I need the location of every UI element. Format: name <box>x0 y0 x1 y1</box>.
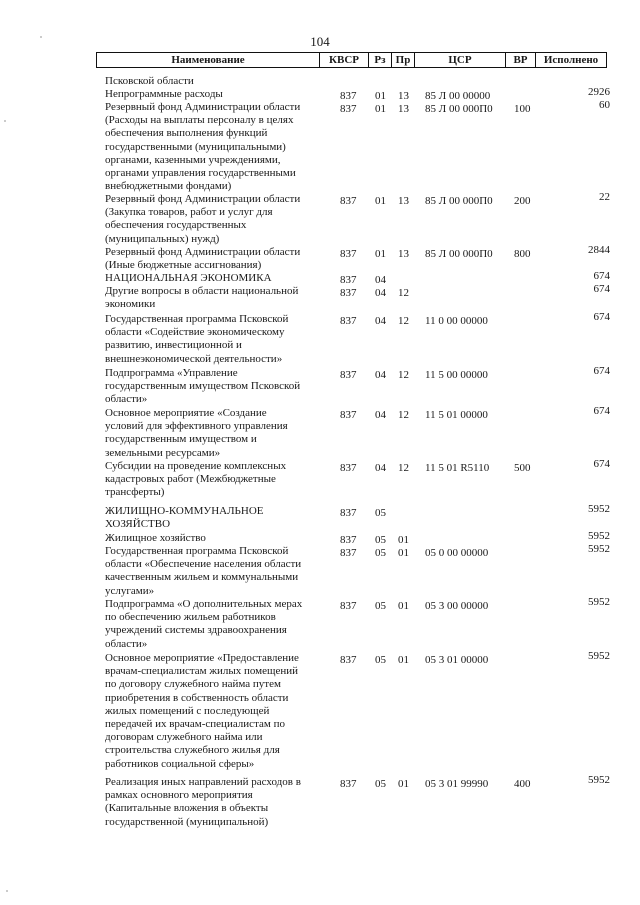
row-vr: 400 <box>514 778 531 790</box>
row-name <box>105 598 330 651</box>
row-name-line: обеспечения выполнения функций <box>105 127 268 140</box>
row-csr: 85 Л 00 00000 <box>425 90 491 102</box>
row-name-line: (Расходы на выплаты персоналу в целях <box>105 114 294 127</box>
row-csr: 11 5 00 00000 <box>425 369 488 381</box>
row-amount: 5952 <box>588 650 610 662</box>
row-name-line: приобретения в собственность области <box>105 691 289 704</box>
row-csr: 05 0 00 00000 <box>425 547 489 559</box>
row-name-line: жилых помещений с последующей <box>105 704 270 717</box>
row-amount: 2926 <box>588 86 610 98</box>
row-vr: 200 <box>514 195 531 207</box>
row-name-line: Основное мероприятие «Предоставление <box>105 652 299 664</box>
row-csr: 05 3 00 00000 <box>425 600 489 612</box>
row-rz: 04 <box>375 369 386 381</box>
row-rz: 05 <box>375 778 386 790</box>
row-name-line: НАЦИОНАЛЬНАЯ ЭКОНОМИКА <box>105 272 272 284</box>
row-kvsr: 837 <box>340 103 357 115</box>
row-name-line: строительства служебного жилья для <box>105 744 280 757</box>
row-csr: 11 0 00 00000 <box>425 315 488 327</box>
row-name-line: (муниципальных) нужд) <box>105 232 220 245</box>
scan-speck <box>40 36 42 38</box>
row-name-line: (Капитальные вложения в объекты <box>105 802 269 815</box>
header-amount: Исполнено <box>535 52 607 68</box>
row-name-line: Реализация иных направлений расходов в <box>105 776 301 788</box>
row-name-line: качественным жильем и коммунальными <box>105 571 299 584</box>
row-csr: 05 3 01 99990 <box>425 778 489 790</box>
row-name-line: врачам-специалистам жилых помещений <box>105 665 299 678</box>
row-csr: 11 5 01 R5110 <box>425 462 490 474</box>
row-amount: 674 <box>593 458 610 470</box>
row-rz: 04 <box>375 409 386 421</box>
row-name <box>105 101 330 193</box>
row-rz: 05 <box>375 507 386 519</box>
row-pr: 13 <box>398 103 409 115</box>
row-rz: 05 <box>375 654 386 666</box>
row-rz: 04 <box>375 287 386 299</box>
row-pr: 01 <box>398 600 409 612</box>
row-name <box>105 776 330 829</box>
row-vr: 100 <box>514 103 531 115</box>
row-kvsr: 837 <box>340 534 357 546</box>
row-name-line: Подпрограмма «О дополнительных мерах <box>105 598 303 610</box>
row-kvsr: 837 <box>340 547 357 559</box>
row-name-line: Субсидии на проведение комплексных <box>105 460 287 472</box>
row-kvsr: 837 <box>340 409 357 421</box>
row-name-line: Основное мероприятие «Создание <box>105 407 267 419</box>
row-kvsr: 837 <box>340 369 357 381</box>
row-name-line: кадастровых работ (Межбюджетные <box>105 473 276 486</box>
row-rz: 05 <box>375 534 386 546</box>
row-name-line: области «Содействие экономическому <box>105 326 285 339</box>
header-pr: Пр <box>391 52 415 68</box>
row-kvsr: 837 <box>340 778 357 790</box>
header-kvsr: КВСР <box>319 52 369 68</box>
row-name-line: государственным имуществом и <box>105 433 257 446</box>
row-name-line: Псковской области <box>105 75 194 87</box>
row-amount: 60 <box>599 99 610 111</box>
row-name-line: Другие вопросы в области национальной <box>105 285 299 297</box>
row-pr: 01 <box>398 547 409 559</box>
row-rz: 04 <box>375 462 386 474</box>
row-name <box>105 75 330 88</box>
row-rz: 01 <box>375 195 386 207</box>
row-name-line: договорам служебного найма или <box>105 731 263 744</box>
row-name <box>105 652 330 771</box>
row-name-line: передачей их врачам-специалистам по <box>105 718 285 731</box>
row-kvsr: 837 <box>340 274 357 286</box>
row-rz: 05 <box>375 547 386 559</box>
row-vr: 800 <box>514 248 531 260</box>
row-rz: 01 <box>375 103 386 115</box>
row-name <box>105 272 330 285</box>
row-rz: 04 <box>375 315 386 327</box>
row-name <box>105 246 330 272</box>
header-csr: ЦСР <box>414 52 506 68</box>
row-name-line: Государственная программа Псковской <box>105 313 289 325</box>
row-amount: 5952 <box>588 503 610 515</box>
row-name-line: учреждений системы здравоохранения <box>105 624 287 637</box>
row-amount: 5952 <box>588 596 610 608</box>
row-name <box>105 532 330 545</box>
row-name-line: по обеспечению жильем работников <box>105 611 276 624</box>
row-name <box>105 313 330 366</box>
row-amount: 2844 <box>588 244 610 256</box>
row-amount: 5952 <box>588 774 610 786</box>
row-name-line: по договору служебного найма путем <box>105 678 281 691</box>
row-name-line: обеспечения государственных <box>105 219 247 232</box>
page-number: 104 <box>310 34 330 49</box>
row-name-line: работников социальной сферы» <box>105 757 255 770</box>
row-kvsr: 837 <box>340 287 357 299</box>
scan-speck <box>6 890 8 892</box>
header-rz: Рз <box>368 52 392 68</box>
row-name <box>105 505 330 531</box>
row-name <box>105 285 330 311</box>
row-csr: 85 Л 00 000П0 <box>425 103 493 115</box>
row-pr: 13 <box>398 195 409 207</box>
row-amount: 674 <box>593 311 610 323</box>
header-vr: ВР <box>505 52 536 68</box>
row-csr: 11 5 01 00000 <box>425 409 488 421</box>
row-name-line: внебюджетными фондами) <box>105 180 232 193</box>
row-name-line: органами, казенными учреждениями, <box>105 153 281 166</box>
row-name <box>105 460 330 500</box>
row-name-line: области» <box>105 637 148 650</box>
row-rz: 01 <box>375 248 386 260</box>
row-csr: 85 Л 00 000П0 <box>425 195 493 207</box>
row-name-line: области» <box>105 393 148 406</box>
row-name-line: (Иные бюджетные ассигнования) <box>105 259 262 272</box>
row-amount: 22 <box>599 191 610 203</box>
row-pr: 01 <box>398 534 409 546</box>
row-pr: 12 <box>398 315 409 327</box>
row-rz: 05 <box>375 600 386 612</box>
row-name-line: государственным имуществом Псковской <box>105 380 301 393</box>
row-amount: 674 <box>593 365 610 377</box>
row-vr: 500 <box>514 462 531 474</box>
row-name-line: Государственная программа Псковской <box>105 545 289 557</box>
row-name-line: ЖИЛИЩНО-КОММУНАЛЬНОЕ <box>105 505 264 517</box>
row-name-line: ХОЗЯЙСТВО <box>105 518 171 531</box>
header-name: Наименование <box>96 52 320 68</box>
row-amount: 5952 <box>588 543 610 555</box>
row-pr: 12 <box>398 369 409 381</box>
row-name <box>105 545 330 598</box>
row-name-line: условий для эффективного управления <box>105 420 288 433</box>
row-name-line: (Закупка товаров, работ и услуг для <box>105 206 273 219</box>
row-name-line: развитию, инвестиционной и <box>105 339 242 352</box>
row-name-line: рамках основного мероприятия <box>105 789 253 802</box>
row-csr: 85 Л 00 000П0 <box>425 248 493 260</box>
row-name-line: органами управления государственными <box>105 167 296 180</box>
row-name-line: экономики <box>105 298 156 311</box>
row-amount: 5952 <box>588 530 610 542</box>
row-pr: 13 <box>398 248 409 260</box>
row-pr: 12 <box>398 409 409 421</box>
row-kvsr: 837 <box>340 315 357 327</box>
row-pr: 01 <box>398 778 409 790</box>
row-name-line: области «Обеспечение населения области <box>105 558 302 571</box>
row-name-line: государственной (муниципальной) <box>105 815 269 828</box>
row-kvsr: 837 <box>340 90 357 102</box>
row-name-line: Жилищное хозяйство <box>105 532 206 544</box>
row-name-line: Резервный фонд Администрации области <box>105 193 301 205</box>
row-rz: 04 <box>375 274 386 286</box>
row-name <box>105 407 330 460</box>
row-name-line: услугами» <box>105 584 155 597</box>
row-pr: 13 <box>398 90 409 102</box>
row-csr: 05 3 01 00000 <box>425 654 489 666</box>
row-pr: 12 <box>398 462 409 474</box>
row-amount: 674 <box>593 270 610 282</box>
row-name-line: Резервный фонд Администрации области <box>105 101 301 113</box>
row-name-line: Подпрограмма «Управление <box>105 367 238 379</box>
row-kvsr: 837 <box>340 507 357 519</box>
row-rz: 01 <box>375 90 386 102</box>
row-kvsr: 837 <box>340 654 357 666</box>
row-amount: 674 <box>593 283 610 295</box>
row-name <box>105 88 330 101</box>
scan-speck <box>4 120 6 122</box>
row-amount: 674 <box>593 405 610 417</box>
row-name-line: земельными ресурсами» <box>105 446 221 459</box>
row-name-line: трансферты) <box>105 486 165 499</box>
row-name <box>105 193 330 246</box>
row-pr: 12 <box>398 287 409 299</box>
row-name-line: государственными (муниципальными) <box>105 140 286 153</box>
row-name-line: Непрограммные расходы <box>105 88 223 100</box>
row-kvsr: 837 <box>340 462 357 474</box>
row-name-line: Резервный фонд Администрации области <box>105 246 301 258</box>
row-name <box>105 367 330 407</box>
row-kvsr: 837 <box>340 248 357 260</box>
row-kvsr: 837 <box>340 195 357 207</box>
row-kvsr: 837 <box>340 600 357 612</box>
row-name-line: внешнеэкономической деятельности» <box>105 352 283 365</box>
row-pr: 01 <box>398 654 409 666</box>
